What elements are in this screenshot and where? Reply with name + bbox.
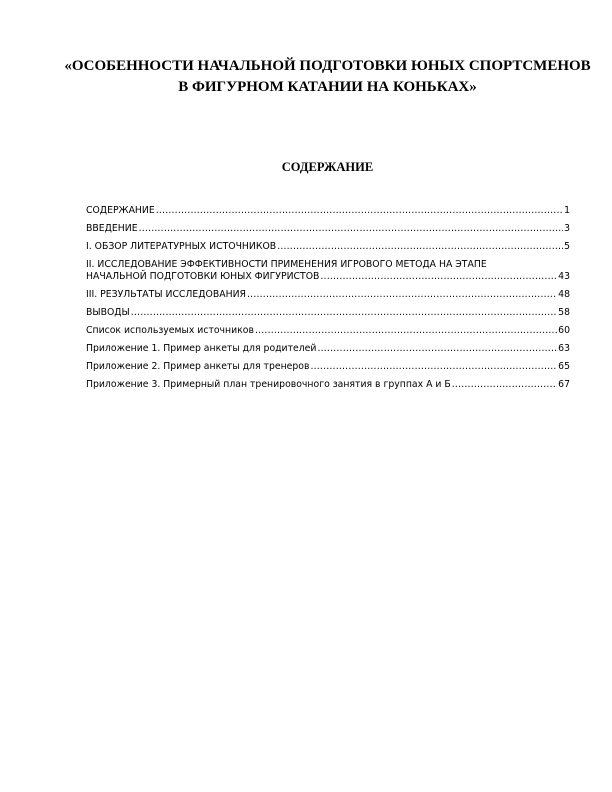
toc-entry-text: Приложение 3. Примерный план тренировочного занятия в группах А и Б bbox=[86, 379, 451, 390]
toc-entry-page: 60 bbox=[558, 325, 570, 336]
toc-entry-text: I. ОБЗОР ЛИТЕРАТУРНЫХ ИСТОЧНИКОВ bbox=[86, 241, 277, 252]
toc-entry-text: СОДЕРЖАНИЕ bbox=[86, 205, 155, 216]
toc-leader-dots bbox=[317, 343, 557, 355]
toc-leader-dots bbox=[320, 271, 557, 283]
toc-entry bbox=[86, 361, 570, 373]
toc-entry bbox=[86, 343, 570, 355]
toc-entry-page: 48 bbox=[558, 289, 570, 300]
toc-entry bbox=[86, 289, 570, 301]
document-title: «ОСОБЕННОСТИ НАЧАЛЬНОЙ ПОДГОТОВКИ ЮНЫХ СПОРТСМЕНОВ В ФИГУРНОМ КАТАНИИ НА КОНЬКАХ» bbox=[64, 58, 591, 95]
toc-entry-page: 43 bbox=[558, 271, 570, 282]
toc-entry-text-line1: II. ИССЛЕДОВАНИЕ ЭФФЕКТИВНОСТИ ПРИМЕНЕНИЯ ИГРОВОГО МЕТОДА НА ЭТАПЕ bbox=[86, 259, 487, 270]
toc-entry-text: ВЫВОДЫ bbox=[86, 307, 130, 318]
table-of-contents bbox=[86, 205, 570, 397]
toc-entry-page: 58 bbox=[558, 307, 570, 318]
toc-entry-page: 63 bbox=[558, 343, 570, 354]
toc-entry-text: III. РЕЗУЛЬТАТЫ ИССЛЕДОВАНИЯ bbox=[86, 289, 247, 300]
toc-leader-dots bbox=[277, 241, 563, 253]
toc-leader-dots bbox=[255, 325, 557, 337]
toc-entry bbox=[86, 325, 570, 337]
toc-entry-page: 3 bbox=[564, 223, 570, 234]
toc-entry-text: НАЧАЛЬНОЙ ПОДГОТОВКИ ЮНЫХ ФИГУРИСТОВ bbox=[86, 271, 320, 282]
toc-leader-dots bbox=[310, 361, 557, 373]
toc-entry bbox=[86, 307, 570, 319]
toc-entry bbox=[86, 223, 570, 235]
toc-entry-text: Приложение 1. Пример анкеты для родителей bbox=[86, 343, 317, 354]
toc-leader-dots bbox=[452, 379, 557, 391]
toc-leader-dots bbox=[247, 289, 557, 301]
toc-entry-page: 65 bbox=[558, 361, 570, 372]
toc-entry bbox=[86, 205, 570, 217]
toc-entry bbox=[86, 241, 570, 253]
toc-heading: СОДЕРЖАНИЕ bbox=[281, 160, 374, 174]
toc-leader-dots bbox=[131, 307, 557, 319]
toc-entry-text: Список используемых источников bbox=[86, 325, 254, 336]
toc-leader-dots bbox=[156, 205, 563, 217]
toc-entry-page: 1 bbox=[564, 205, 570, 216]
toc-leader-dots bbox=[139, 223, 563, 235]
toc-entry-text: Приложение 2. Пример анкеты для тренеров bbox=[86, 361, 310, 372]
toc-entry-page: 5 bbox=[564, 241, 570, 252]
toc-entry bbox=[86, 259, 570, 283]
toc-entry bbox=[86, 379, 570, 391]
toc-entry-page: 67 bbox=[558, 379, 570, 390]
toc-entry-text: ВВЕДЕНИЕ bbox=[86, 223, 138, 234]
